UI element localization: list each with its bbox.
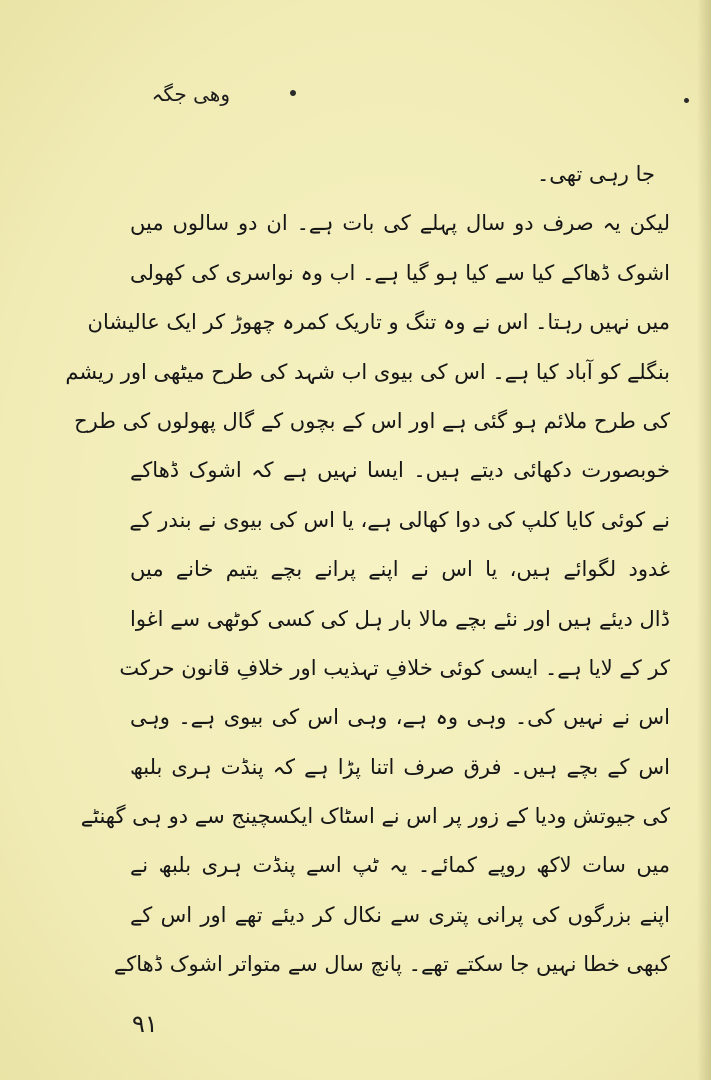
text-line: غدود لگوائے ہیں، یا اس نے اپنے پرانے بچے یتیم خانے میں <box>130 557 670 582</box>
text-line: میں نہیں رہتا۔ اس نے وہ تنگ و تاریک کمرہ چھوڑ کر ایک عالیشان <box>87 310 670 335</box>
text-line: نے کوئی کایا کلپ کی دوا کھالی ہے، یا اس کی بیوی نے بندر کے <box>129 507 670 532</box>
text-line: لیکن یہ صرف دو سال پہلے کی بات ہے۔ ان دو سالوں میں <box>130 211 670 236</box>
body-paragraph <box>65 150 670 990</box>
text-line: جا رہی تھی۔ <box>536 162 655 186</box>
text-line: کبھی خطا نہیں جا سکتے تھے۔ پانچ سال سے متواتر اشوک ڈھاکے <box>113 952 670 977</box>
text-line: کی طرح ملائم ہو گئی ہے اور اس کے بچوں کے گال پھولوں کی طرح <box>74 408 670 433</box>
ink-dot-mark <box>290 90 296 96</box>
page-number: ۹۱ <box>132 1010 158 1038</box>
text-line: اشوک ڈھاکے کیا سے کیا ہو گیا ہے۔ اب وہ نواسری کی کھولی <box>130 260 670 285</box>
text-line: خوبصورت دکھائی دیتے ہیں۔ ایسا نہیں ہے کہ اشوک ڈھاکے <box>130 458 670 483</box>
text-line: بنگلے کو آباد کیا ہے۔ اس کی بیوی اب شہد کی طرح میٹھی اور ریشم <box>65 359 670 384</box>
text-line: میں سات لاکھ روپے کمائے۔ یہ ٹپ اسے پنڈت ہری بلبھ نے <box>130 853 670 878</box>
page-edge-shadow <box>697 0 711 1080</box>
ink-dot-mark <box>684 98 689 103</box>
text-line: اس نے نہیں کی۔ وہی وہ ہے، وہی اس کی بیوی ہے۔ وہی <box>130 705 670 730</box>
text-line: اس کے بچے ہیں۔ فرق صرف اتنا پڑا ہے کہ پنڈت ہری بلبھ <box>130 754 670 779</box>
text-line: ڈال دیئے ہیں اور نئے بچے مالا بار ہل کی کسی کوٹھی سے اغوا <box>130 606 670 631</box>
text-line: کی جیوتش ودیا کے زور پر اس نے اسٹاک ایکسچینج سے دو ہی گھنٹے <box>80 804 670 829</box>
running-header: وھی جگہ <box>151 82 230 106</box>
text-line: اپنے بزرگوں کی پرانی پتری سے نکال کر دیئے تھے اور اس کے <box>130 902 670 927</box>
text-line: کر کے لایا ہے۔ ایسی کوئی خلافِ تہذیب اور خلافِ قانون حرکت <box>119 655 670 680</box>
